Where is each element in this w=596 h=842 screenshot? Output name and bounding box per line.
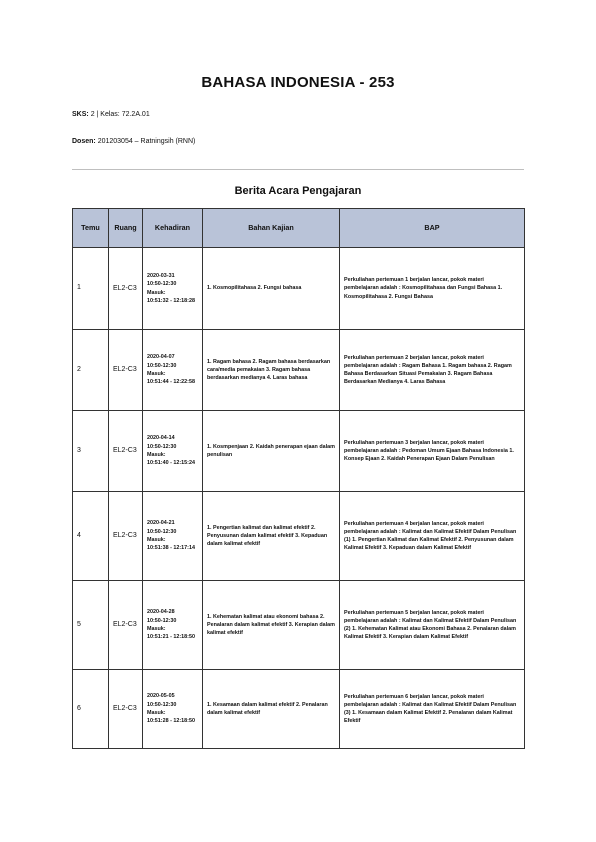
header-bap: BAP bbox=[340, 209, 525, 248]
cell-temu: 4 bbox=[73, 492, 109, 581]
cell-bahan-kajian: 1. Kesamaan dalam kalimat efektif 2. Penalaran dalam kalimat efektif bbox=[203, 670, 340, 749]
header-bahan-kajian: Bahan Kajian bbox=[203, 209, 340, 248]
kehadiran-date: 2020-04-07 bbox=[147, 354, 175, 361]
cell-kehadiran bbox=[143, 411, 203, 492]
table-row bbox=[73, 670, 525, 749]
dosen-label: Dosen: bbox=[72, 138, 96, 145]
kehadiran-time: 10:50-12:30 bbox=[147, 528, 177, 535]
cell-bap: Perkuliahan pertemuan 2 berjalan lancar, pokok materi pembelajaran adalah : Ragam Bahasa 1. Ragam bahasa 2. Ragam Bahasa Berdasarkan Situasi Pemakaian 3. Ragam Bahasa Berdasarkan Medianya 4. Laras Bahasa bbox=[340, 330, 525, 411]
kehadiran-masuk-label: Masuk: bbox=[147, 626, 166, 632]
cell-kehadiran bbox=[143, 581, 203, 670]
cell-ruang: EL2-C3 bbox=[109, 492, 143, 581]
cell-temu: 6 bbox=[73, 670, 109, 749]
kehadiran-masuk-label: Masuk: bbox=[147, 710, 166, 716]
header-temu: Temu bbox=[73, 209, 109, 248]
kehadiran-masuk-label: Masuk: bbox=[147, 537, 166, 543]
header-ruang: Ruang bbox=[109, 209, 143, 248]
kehadiran-masuk-label: Masuk: bbox=[147, 371, 166, 377]
kehadiran-masuk: 10:51:44 - 12:22:58 bbox=[147, 379, 195, 386]
kehadiran-date: 2020-05-05 bbox=[147, 693, 175, 700]
cell-bahan-kajian: 1. Ragam bahasa 2. Ragam bahasa berdasarkan cara/media pemakaian 3. Ragam bahasa berdasarkan medianya 4. Laras bahasa bbox=[203, 330, 340, 411]
cell-ruang: EL2-C3 bbox=[109, 411, 143, 492]
table-row bbox=[73, 581, 525, 670]
header-kehadiran: Kehadiran bbox=[143, 209, 203, 248]
cell-kehadiran bbox=[143, 330, 203, 411]
kehadiran-time: 10:50-12:30 bbox=[147, 281, 177, 288]
bap-table bbox=[72, 208, 525, 749]
kehadiran-masuk: 10:51:21 - 12:18:50 bbox=[147, 634, 195, 641]
kehadiran-time: 10:50-12:30 bbox=[147, 362, 177, 369]
cell-ruang: EL2-C3 bbox=[109, 330, 143, 411]
cell-ruang: EL2-C3 bbox=[109, 581, 143, 670]
cell-kehadiran bbox=[143, 248, 203, 330]
course-sks-class bbox=[72, 111, 150, 118]
section-title: Berita Acara Pengajaran bbox=[234, 185, 362, 197]
cell-bahan-kajian: 1. Kehematan kalimat atau ekonomi bahasa 2. Penalaran dalam kalimat efektif 3. Kerapian dalam kalimat efektif bbox=[203, 581, 340, 670]
kehadiran-time: 10:50-12:30 bbox=[147, 617, 177, 624]
cell-bap: Perkuliahan pertemuan 1 berjalan lancar, pokok materi pembelajaran adalah : Kosmopilitahasa dan Fungsi Bahasa 1. Kosmopilitahasa 2. Fungsi Bahasa bbox=[340, 248, 525, 330]
sks-label: SKS: bbox=[72, 111, 89, 118]
cell-ruang: EL2-C3 bbox=[109, 670, 143, 749]
table-row bbox=[73, 492, 525, 581]
kehadiran-masuk: 10:51:28 - 12:18:50 bbox=[147, 718, 195, 725]
table-row bbox=[73, 411, 525, 492]
cell-bap: Perkuliahan pertemuan 5 berjalan lancar, pokok materi pembelajaran adalah : Kalimat dan Kalimat Efektif Dalam Penulisan (2) 1. Kehematan Kalimat atau Ekonomi Bahasa 2. Penalaran dalam Kalimat Efektif 3. Kerapian dalam Kalimat Efektif bbox=[340, 581, 525, 670]
kehadiran-masuk: 10:51:32 - 12:18:28 bbox=[147, 297, 195, 304]
cell-temu: 3 bbox=[73, 411, 109, 492]
table-row bbox=[73, 248, 525, 330]
cell-temu: 5 bbox=[73, 581, 109, 670]
kehadiran-time: 10:50-12:30 bbox=[147, 701, 177, 708]
table-row bbox=[73, 330, 525, 411]
kehadiran-masuk: 10:51:40 - 12:15:24 bbox=[147, 460, 195, 467]
cell-bahan-kajian: 1. Kosmopilitahasa 2. Fungsi bahasa bbox=[203, 248, 340, 330]
course-title: BAHASA INDONESIA - 253 bbox=[201, 74, 395, 91]
cell-kehadiran bbox=[143, 492, 203, 581]
kehadiran-masuk-label: Masuk: bbox=[147, 452, 166, 458]
kehadiran-date: 2020-03-31 bbox=[147, 272, 175, 279]
cell-temu: 1 bbox=[73, 248, 109, 330]
cell-bahan-kajian: 1. Kosmpenjaan 2. Kaidah penerapan ejaan dalam penulisan bbox=[203, 411, 340, 492]
cell-kehadiran bbox=[143, 670, 203, 749]
cell-bap: Perkuliahan pertemuan 6 berjalan lancar, pokok materi pembelajaran adalah : Kalimat dan Kalimat Efektif Dalam Penulisan (3) 1. Kesamaan dalam Kalimat Efektif 2. Penalaran dalam Kalimat Efektif bbox=[340, 670, 525, 749]
cell-bap: Perkuliahan pertemuan 3 berjalan lancar, pokok materi pembelajaran adalah : Pedoman Umum Ejaan Bahasa Indonesia 1. Konsep Ejaan 2. Kaidah Penerapan Ejaan Dalam Penulisan bbox=[340, 411, 525, 492]
kehadiran-date: 2020-04-21 bbox=[147, 520, 175, 527]
kehadiran-time: 10:50-12:30 bbox=[147, 443, 177, 450]
cell-temu: 2 bbox=[73, 330, 109, 411]
cell-bap: Perkuliahan pertemuan 4 berjalan lancar, pokok materi pembelajaran adalah : Kalimat dan Kalimat Efektif Dalam Penulisan (1) 1. Pengertian Kalimat dan Kalimat Efektif 2. Penyusunan dalam Kalimat Efektif 3. Kepaduan dalam Kalimat Efektif bbox=[340, 492, 525, 581]
dosen-value: 201203054 – Ratningsih (RNN) bbox=[97, 138, 196, 145]
sks-value: 2 | Kelas: 72.2A.01 bbox=[90, 111, 150, 118]
cell-bahan-kajian: 1. Pengertian kalimat dan kalimat efektif 2. Penyusunan dalam kalimat efektif 3. Kepaduan dalam kalimat efektif bbox=[203, 492, 340, 581]
cell-ruang: EL2-C3 bbox=[109, 248, 143, 330]
kehadiran-masuk: 10:51:38 - 12:17:14 bbox=[147, 545, 195, 552]
kehadiran-date: 2020-04-28 bbox=[147, 609, 175, 616]
table-header-row bbox=[73, 209, 525, 248]
kehadiran-date: 2020-04-14 bbox=[147, 435, 175, 442]
divider bbox=[72, 169, 524, 170]
course-lecturer bbox=[72, 138, 195, 145]
kehadiran-masuk-label: Masuk: bbox=[147, 289, 166, 296]
